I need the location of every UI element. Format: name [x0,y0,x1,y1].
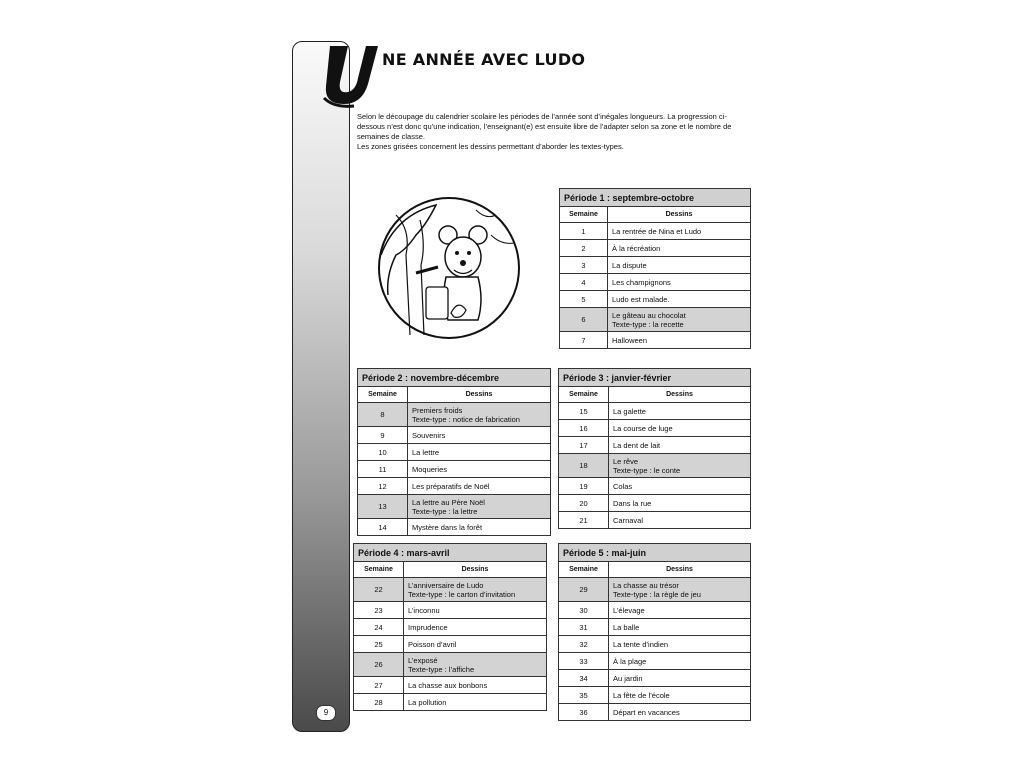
drawing-title [404,636,547,653]
drawing-name: La tente d’indien [613,639,669,649]
drawing-name: L’anniversaire de Ludo [408,580,484,590]
week-number: 15 [559,403,609,420]
drawing-name: À la plage [613,656,647,666]
week-number: 34 [559,670,609,687]
table-row [358,461,551,478]
drawing-name: Moqueries [412,464,448,474]
drawing-name: Imprudence [408,622,448,632]
table-row [559,670,751,687]
drawing-name: La dispute [612,260,647,270]
drawing-title [609,670,751,687]
week-column-header: Semaine [354,562,404,578]
drawing-title [609,687,751,704]
drawing-name: La dent de lait [613,440,661,450]
drawings-column-header: Dessins [404,562,547,578]
drawing-name: Le rêve [613,456,639,466]
drawing-name: Carnaval [613,515,644,525]
period-4-table [353,543,547,711]
drawing-title [408,427,551,444]
page-number: 9 [316,705,336,721]
drawings-column-header: Dessins [408,387,551,403]
drawing-title [609,403,751,420]
table-row [358,427,551,444]
week-number: 21 [559,512,609,529]
intro-text [357,112,752,152]
text-type: Texte-type : la lettre [412,506,478,516]
drawing-name: Colas [613,481,633,491]
drawing-title [609,704,751,721]
period-title: Période 2 : novembre-décembre [358,369,551,387]
drawing-name: La chasse aux bonbons [408,680,488,690]
drawing-title [609,437,751,454]
text-type: Texte-type : l’affiche [408,664,475,674]
week-column-header: Semaine [358,387,408,403]
week-number: 7 [560,332,608,349]
drawing-title [404,602,547,619]
drawing-name: La galette [613,406,646,416]
table-row [560,240,751,257]
period-3-table [558,368,751,529]
text-type: Texte-type : la règle de jeu [613,589,701,599]
drawing-name: Premiers froids [412,405,463,415]
period-5-table [558,543,751,721]
drawing-name: La balle [613,622,640,632]
week-number: 5 [560,291,608,308]
drawing-name: Poisson d’avril [408,639,457,649]
table-row [358,444,551,461]
week-number: 35 [559,687,609,704]
drawing-title [404,578,547,602]
week-number: 14 [358,519,408,536]
drawing-name: Au jardin [613,673,643,683]
drawing-name: Ludo est malade. [612,294,670,304]
text-type: Texte-type : notice de fabrication [412,414,520,424]
drawing-title [408,461,551,478]
page-side-band [292,41,350,732]
week-number: 25 [354,636,404,653]
intro-paragraph: Selon le découpage du calendrier scolaire les périodes de l’année sont d’inégales longueurs. La progression ci-dessous n’est donc qu’une indication, l’enseignant(e) est ensuite libre de l’adapter selon sa zone et le nombre de semaines de classe. [357,112,732,141]
week-number: 29 [559,578,609,602]
drawing-title [609,495,751,512]
table-row [559,403,751,420]
drawing-title [609,578,751,602]
drawing-title [609,619,751,636]
table-row [559,653,751,670]
table-row [354,653,547,677]
week-number: 33 [559,653,609,670]
period-1-table [559,188,751,349]
table-row [559,495,751,512]
drawing-name: Mystère dans la forêt [412,522,483,532]
drawing-name: L’élevage [613,605,645,615]
intro-note: Les zones grisées concernent les dessins permettant d’aborder les textes-types. [357,142,624,151]
drawing-title [608,332,751,349]
drawing-title [408,495,551,519]
table-row [358,403,551,427]
table-row [560,257,751,274]
table-row [559,687,751,704]
week-number: 13 [358,495,408,519]
period-title: Période 5 : mai-juin [559,544,751,562]
week-number: 1 [560,223,608,240]
week-number: 18 [559,454,609,478]
table-row [559,619,751,636]
drawings-column-header: Dessins [608,207,751,223]
table-row [559,512,751,529]
table-row [358,478,551,495]
table-row [560,274,751,291]
week-number: 20 [559,495,609,512]
drawing-name: La lettre au Père Noël [412,497,485,507]
table-row [560,332,751,349]
week-number: 16 [559,420,609,437]
period-2-table [357,368,551,536]
drawing-name: Dans la rue [613,498,652,508]
drawing-title [608,240,751,257]
drawing-title [408,444,551,461]
drawing-title [404,619,547,636]
drawings-column-header: Dessins [609,387,751,403]
week-number: 17 [559,437,609,454]
drawing-title [404,694,547,711]
drawing-title [609,512,751,529]
week-number: 19 [559,478,609,495]
period-title: Période 1 : septembre-octobre [560,189,751,207]
drawing-title [609,636,751,653]
table-row [560,308,751,332]
drawing-title [408,478,551,495]
period-title: Période 3 : janvier-février [559,369,751,387]
drawing-title [608,291,751,308]
page-title: NE ANNÉE AVEC LUDO [382,50,586,69]
drawing-name: La lettre [412,447,440,457]
drawing-title [404,677,547,694]
week-number: 10 [358,444,408,461]
week-number: 36 [559,704,609,721]
table-row [354,578,547,602]
drawing-name: La rentrée de Nina et Ludo [612,226,702,236]
period-title: Période 4 : mars-avril [354,544,547,562]
table-row [560,223,751,240]
drawing-title [608,223,751,240]
drawing-title [408,519,551,536]
drawing-title [609,420,751,437]
drawing-title [608,308,751,332]
table-row [358,495,551,519]
week-number: 12 [358,478,408,495]
text-type: Texte-type : la recette [612,319,684,329]
table-row [354,619,547,636]
table-row [559,636,751,653]
week-number: 6 [560,308,608,332]
table-row [358,519,551,536]
table-row [560,291,751,308]
week-column-header: Semaine [559,562,609,578]
title-initial-letter [320,42,380,108]
week-number: 4 [560,274,608,291]
drawing-name: La chasse au trésor [613,580,679,590]
drawing-name: L’exposé [408,655,438,665]
table-row [559,478,751,495]
week-number: 27 [354,677,404,694]
week-number: 22 [354,578,404,602]
drawing-name: Départ en vacances [613,707,680,717]
week-number: 31 [559,619,609,636]
table-row [354,602,547,619]
week-number: 2 [560,240,608,257]
table-row [559,602,751,619]
drawing-name: Halloween [612,335,648,345]
drawing-title [609,454,751,478]
drawing-name: La course de luge [613,423,673,433]
drawing-name: Les champignons [612,277,671,287]
table-row [559,454,751,478]
table-row [354,636,547,653]
drawing-title [404,653,547,677]
drawing-name: L’inconnu [408,605,440,615]
week-number: 32 [559,636,609,653]
drawing-title [608,274,751,291]
table-row [559,437,751,454]
table-row [354,677,547,694]
drawing-title [408,403,551,427]
drawing-name: Le gâteau au chocolat [612,310,686,320]
text-type: Texte-type : le conte [613,465,681,475]
week-column-header: Semaine [559,387,609,403]
week-number: 9 [358,427,408,444]
table-row [559,420,751,437]
ludo-mouse-illustration [376,195,522,341]
week-number: 11 [358,461,408,478]
drawing-title [609,478,751,495]
week-number: 28 [354,694,404,711]
week-number: 3 [560,257,608,274]
week-number: 8 [358,403,408,427]
drawings-column-header: Dessins [609,562,751,578]
drawing-name: À la récréation [612,243,661,253]
table-row [559,578,751,602]
week-number: 24 [354,619,404,636]
drawing-name: La fête de l’école [613,690,670,700]
week-number: 23 [354,602,404,619]
week-number: 30 [559,602,609,619]
week-column-header: Semaine [560,207,608,223]
drawing-title [609,653,751,670]
week-number: 26 [354,653,404,677]
table-row [354,694,547,711]
drawing-name: La pollution [408,697,447,707]
drawing-title [609,602,751,619]
table-row [559,704,751,721]
drawing-name: Souvenirs [412,430,446,440]
text-type: Texte-type : le carton d’invitation [408,589,516,599]
drawing-name: Les préparatifs de Noël [412,481,490,491]
drawing-title [608,257,751,274]
